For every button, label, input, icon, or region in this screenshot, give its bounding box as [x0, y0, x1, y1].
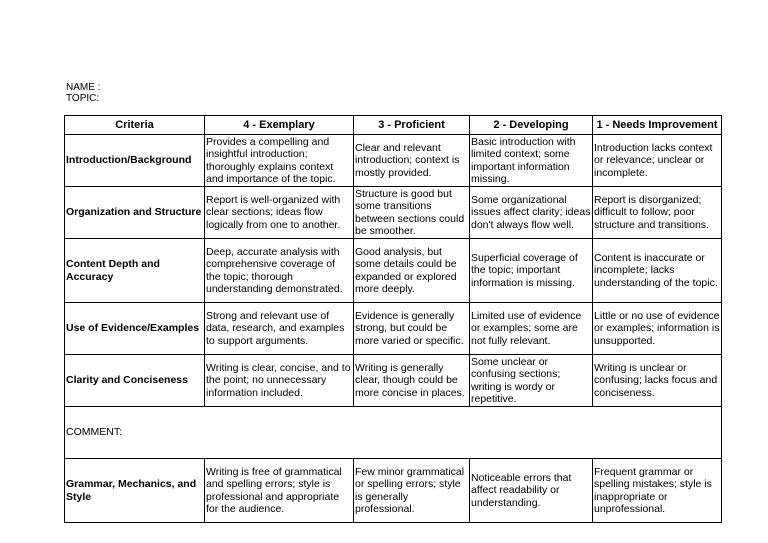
criteria-cell: Clarity and Conciseness	[65, 355, 205, 407]
table-row	[65, 355, 722, 407]
criteria-cell: Grammar, Mechanics, and Style	[65, 459, 205, 523]
column-header-developing: 2 - Developing	[470, 116, 593, 135]
table-row	[65, 239, 722, 303]
rubric-cell: Clear and relevant introduction; context is mostly provided.	[354, 135, 470, 187]
criteria-cell: Organization and Structure	[65, 187, 205, 239]
rubric-cell: Introduction lacks context or relevance; unclear or incomplete.	[593, 135, 722, 187]
table-row	[65, 135, 722, 187]
comment-label: COMMENT:	[65, 407, 722, 459]
topic-label: TOPIC:	[66, 93, 100, 104]
header-meta	[66, 82, 100, 104]
rubric-cell: Strong and relevant use of data, research, and examples to support arguments.	[205, 303, 354, 355]
rubric-cell: Some unclear or confusing sections; writing is wordy or repetitive.	[470, 355, 593, 407]
criteria-cell: Introduction/Background	[65, 135, 205, 187]
comment-row	[65, 407, 722, 459]
rubric-cell: Report is well-organized with clear sections; ideas flow logically from one to another.	[205, 187, 354, 239]
criteria-cell: Use of Evidence/Examples	[65, 303, 205, 355]
rubric-cell: Writing is unclear or confusing; lacks focus and conciseness.	[593, 355, 722, 407]
rubric-cell: Superficial coverage of the topic; important information is missing.	[470, 239, 593, 303]
table-row	[65, 303, 722, 355]
rubric-cell: Frequent grammar or spelling mistakes; style is inappropriate or unprofessional.	[593, 459, 722, 523]
rubric-cell: Little or no use of evidence or examples; information is unsupported.	[593, 303, 722, 355]
rubric-cell: Structure is good but some transitions between sections could be smoother.	[354, 187, 470, 239]
rubric-cell: Few minor grammatical or spelling errors; style is generally professional.	[354, 459, 470, 523]
column-header-exemplary: 4 - Exemplary	[205, 116, 354, 135]
rubric-cell: Basic introduction with limited context; some important information missing.	[470, 135, 593, 187]
rubric-table	[64, 115, 722, 523]
rubric-cell: Noticeable errors that affect readability or understanding.	[470, 459, 593, 523]
column-header-proficient: 3 - Proficient	[354, 116, 470, 135]
name-label: NAME :	[66, 82, 101, 93]
rubric-cell: Writing is clear, concise, and to the point; no unnecessary information included.	[205, 355, 354, 407]
rubric-cell: Content is inaccurate or incomplete; lacks understanding of the topic.	[593, 239, 722, 303]
rubric-cell: Report is disorganized; difficult to follow; poor structure and transitions.	[593, 187, 722, 239]
table-row	[65, 187, 722, 239]
rubric-cell: Provides a compelling and insightful introduction; thoroughly explains context and importance of the topic.	[205, 135, 354, 187]
rubric-cell: Deep, accurate analysis with comprehensive coverage of the topic; thorough understanding demonstrated.	[205, 239, 354, 303]
column-header-criteria: Criteria	[65, 116, 205, 135]
table-row	[65, 459, 722, 523]
header-row	[65, 116, 722, 135]
criteria-cell: Content Depth and Accuracy	[65, 239, 205, 303]
rubric-cell: Writing is free of grammatical and spelling errors; style is professional and appropriate for the audience.	[205, 459, 354, 523]
rubric-cell: Limited use of evidence or examples; some are not fully relevant.	[470, 303, 593, 355]
column-header-needs-improvement: 1 - Needs Improvement	[593, 116, 722, 135]
rubric-cell: Evidence is generally strong, but could be more varied or specific.	[354, 303, 470, 355]
rubric-cell: Good analysis, but some details could be expanded or explored more deeply.	[354, 239, 470, 303]
rubric-cell: Some organizational issues affect clarity; ideas don't always flow well.	[470, 187, 593, 239]
rubric-cell: Writing is generally clear, though could be more concise in places.	[354, 355, 470, 407]
